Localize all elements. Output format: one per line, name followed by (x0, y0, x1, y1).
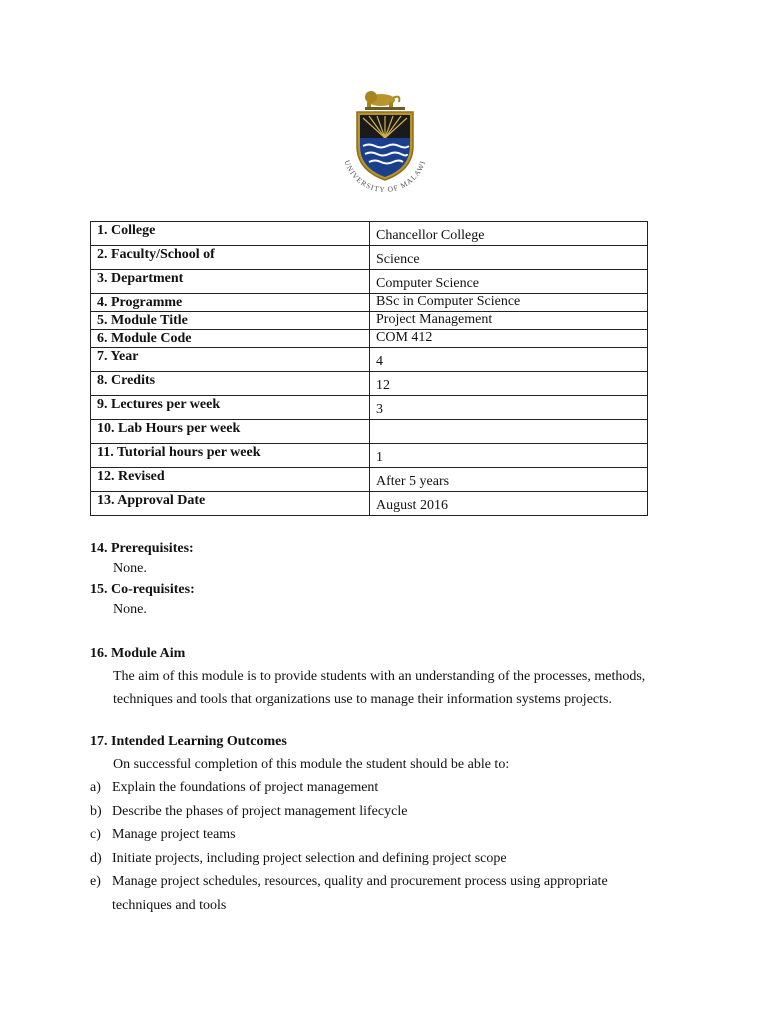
logo-arc-textpath: UNIVERSITY OF MALAWI (342, 158, 428, 195)
table-row (91, 420, 648, 444)
table-row (91, 330, 648, 348)
corequisites-text: None. (113, 602, 147, 617)
row-value: After 5 years (370, 468, 648, 492)
learning-outcomes-list (90, 776, 662, 917)
row-value: COM 412 (370, 330, 648, 348)
list-item-text: Describe the phases of project management lifecycle (112, 803, 408, 819)
learning-outcomes-intro: On successful completion of this module the student should be able to: (113, 757, 510, 772)
table-row (91, 246, 648, 270)
list-item-letter: b) (90, 803, 102, 819)
row-value: Chancellor College (370, 222, 648, 246)
row-value: BSc in Computer Science (370, 294, 648, 312)
list-item (90, 776, 662, 800)
table-row (91, 468, 648, 492)
table-row (91, 222, 648, 246)
row-label: 13. Approval Date (91, 492, 370, 516)
list-item (90, 847, 662, 871)
module-aim-section (90, 645, 690, 711)
row-value (370, 420, 648, 444)
table-row (91, 312, 648, 330)
list-item-text: Explain the foundations of project management (112, 780, 379, 795)
university-crest-logo (335, 88, 435, 200)
row-label: 4. Programme (91, 294, 370, 312)
row-label: 7. Year (91, 348, 370, 372)
row-value: Computer Science (370, 270, 648, 294)
row-value: 12 (370, 372, 648, 396)
learning-outcomes-title: 17. Intended Learning Outcomes (90, 734, 287, 749)
table-row (91, 372, 648, 396)
table-row (91, 348, 648, 372)
row-value: 3 (370, 396, 648, 420)
row-label: 1. College (91, 222, 370, 246)
list-item (90, 870, 662, 917)
list-item-letter: c) (90, 827, 101, 842)
row-label: 10. Lab Hours per week (91, 420, 370, 444)
row-value: August 2016 (370, 492, 648, 516)
list-item-letter: a) (90, 780, 101, 795)
prerequisites-section (90, 540, 690, 580)
row-value: Project Management (370, 312, 648, 330)
list-item-text: Manage project teams (112, 827, 236, 842)
table-row (91, 294, 648, 312)
row-label: 8. Credits (91, 372, 370, 396)
table-row (91, 444, 648, 468)
row-label: 6. Module Code (91, 330, 370, 348)
prerequisites-title: 14. Prerequisites: (90, 541, 194, 556)
row-value: 4 (370, 348, 648, 372)
lion-icon (365, 91, 405, 110)
row-value: Science (370, 246, 648, 270)
shield-icon (357, 112, 413, 180)
list-item-letter: e) (90, 874, 101, 889)
row-label: 11. Tutorial hours per week (91, 444, 370, 468)
row-label: 9. Lectures per week (91, 396, 370, 420)
module-info-table (90, 221, 648, 516)
row-value: 1 (370, 444, 648, 468)
prerequisites-text: None. (113, 561, 147, 576)
table-row (91, 270, 648, 294)
module-aim-text: The aim of this module is to provide students with an understanding of the processes, methods, techniques and tools that organizations use to manage their information systems projects. (113, 669, 646, 707)
learning-outcomes-section (90, 733, 690, 917)
table-row (91, 396, 648, 420)
list-item-text: Initiate projects, including project selection and defining project scope (112, 850, 507, 866)
row-label: 12. Revised (91, 468, 370, 492)
list-item-text: Manage project schedules, resources, quality and procurement process using appropriate techniques and tools (112, 874, 608, 913)
corequisites-title: 15. Co-requisites: (90, 582, 195, 597)
row-label: 2. Faculty/School of (91, 246, 370, 270)
module-aim-title: 16. Module Aim (90, 646, 186, 661)
corequisites-section (90, 581, 690, 621)
list-item (90, 823, 662, 847)
row-label: 5. Module Title (91, 312, 370, 330)
table-row (91, 492, 648, 516)
list-item (90, 800, 662, 824)
list-item-letter: d) (90, 850, 102, 866)
row-label: 3. Department (91, 270, 370, 294)
